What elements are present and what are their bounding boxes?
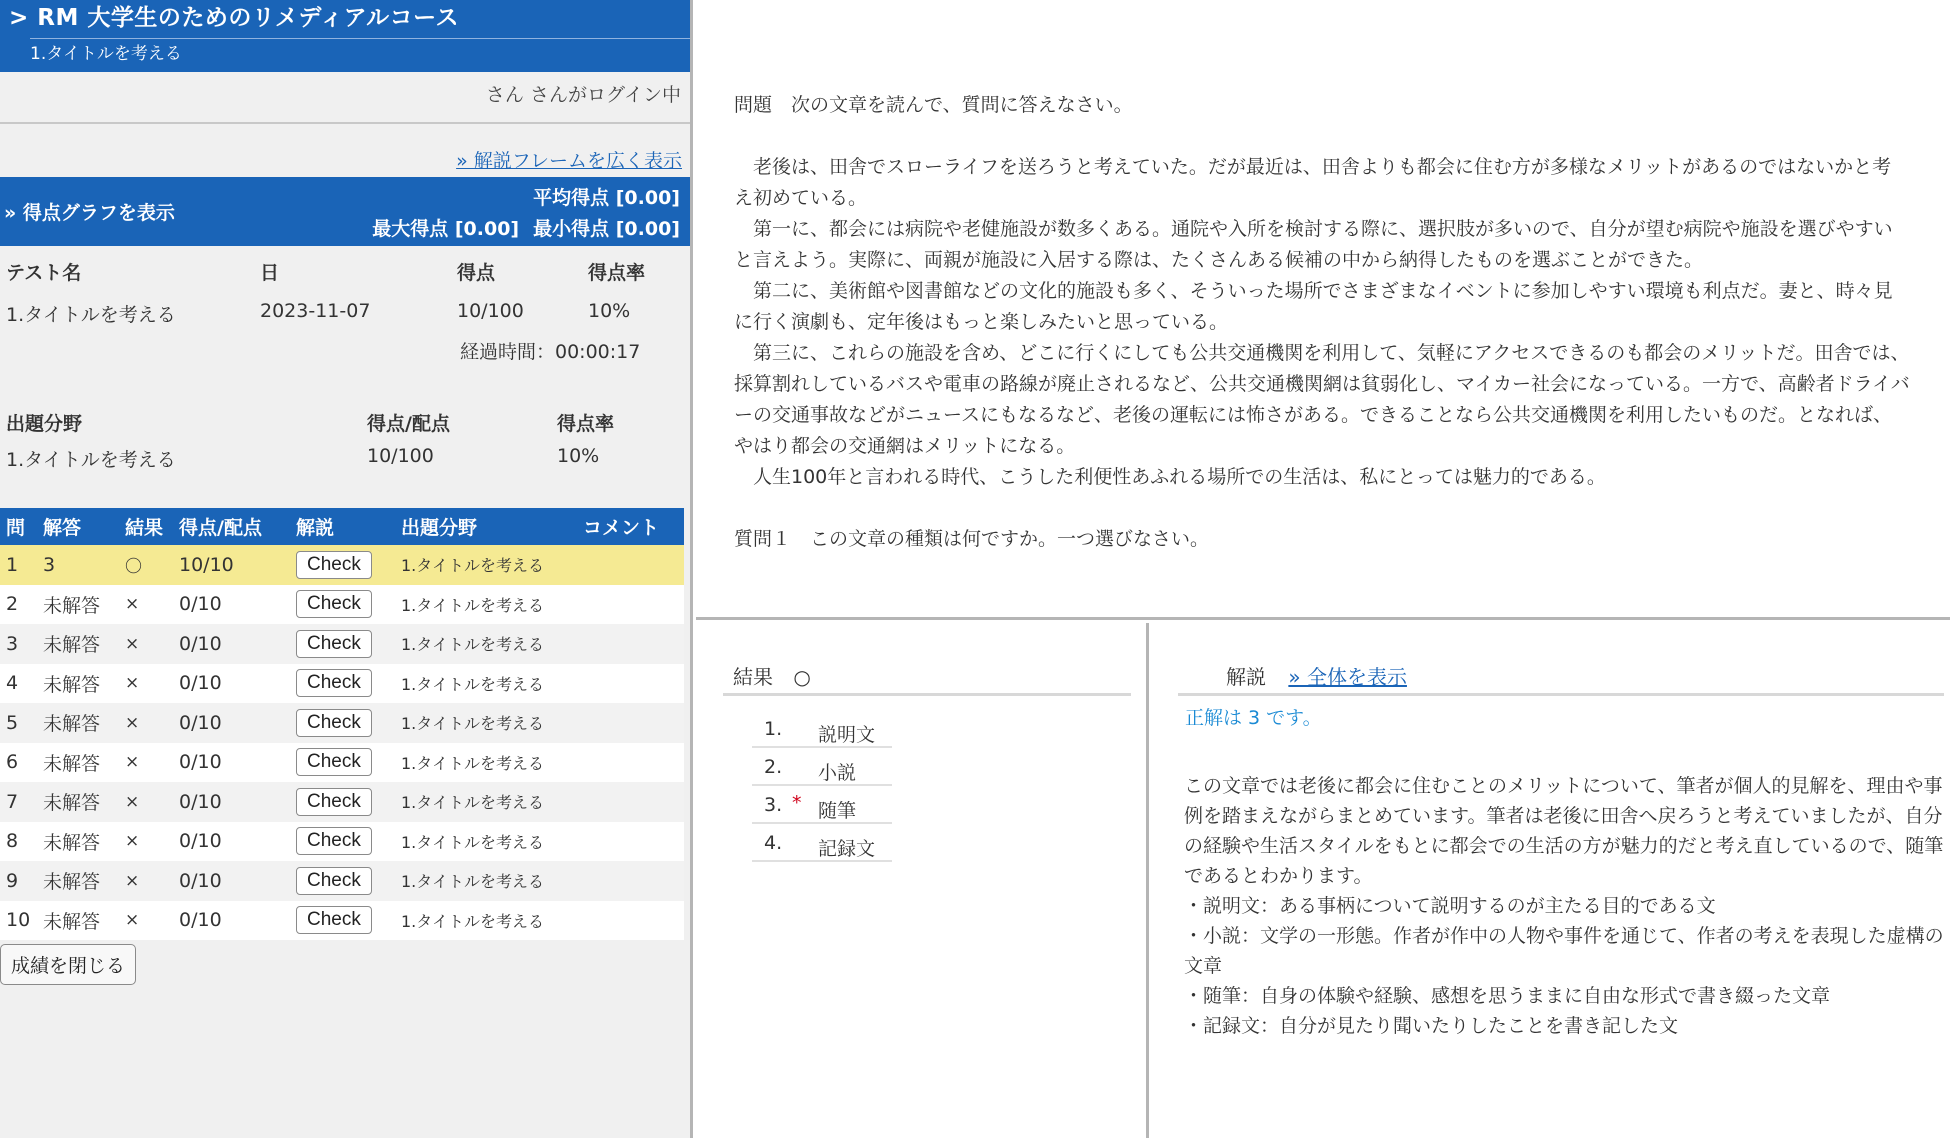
choice-number: 2. <box>764 756 783 778</box>
question-number: 3 <box>0 624 37 664</box>
result-mark: ○ <box>793 665 811 689</box>
test-name: 1.タイトルを考える <box>6 304 176 326</box>
table-row <box>0 861 684 901</box>
field-rate: 10% <box>557 445 600 467</box>
answer-value: 未解答 <box>37 901 119 941</box>
show-graph-link[interactable]: » 得点グラフを表示 <box>4 202 175 224</box>
table-row <box>0 822 684 862</box>
check-button[interactable]: Check <box>296 788 372 816</box>
col-answer: 解答 <box>37 508 119 545</box>
average-score: 平均得点 [0.00] <box>533 187 680 209</box>
check-button[interactable]: Check <box>296 551 372 579</box>
question-number: 6 <box>0 743 37 783</box>
result-header <box>723 641 1131 696</box>
check-button[interactable]: Check <box>296 906 372 934</box>
question-prompt: 問題 次の文章を読んで、質問に答えなさい。 <box>734 94 1133 116</box>
test-date: 2023-11-07 <box>260 300 371 322</box>
col-explain: 解説 <box>290 508 395 545</box>
col-question: 問 <box>0 508 37 545</box>
login-status: さん さんがログイン中 <box>0 72 690 124</box>
col-score: 得点/配点 <box>173 508 290 545</box>
test-rate: 10% <box>588 300 631 322</box>
comment-cell <box>577 861 684 901</box>
explanation-body <box>1184 771 1944 1041</box>
table-row <box>0 743 684 783</box>
comment-cell <box>577 664 684 704</box>
table-row <box>0 782 684 822</box>
result-mark: × <box>119 782 173 822</box>
correct-mark: * <box>792 792 802 814</box>
table-row <box>0 664 684 704</box>
score-value: 0/10 <box>173 703 290 743</box>
passage-paragraph: 第二に、美術館や図書館などの文化的施設も多く、そういった場所でさまざまなイベントに参加しやすい環境も利点だ。妻と、時々見に行く演劇も、定年後はもっと楽しみたいと思っている。 <box>734 280 1893 333</box>
field-summary <box>0 405 690 477</box>
result-mark: × <box>119 822 173 862</box>
choice-label: 記録文 <box>818 838 876 860</box>
correct-answer: 正解は 3 です。 <box>1185 707 1322 729</box>
choice-item <box>752 824 892 862</box>
question-number: 9 <box>0 861 37 901</box>
score-value: 0/10 <box>173 822 290 862</box>
field-value: 1.タイトルを考える <box>395 743 577 783</box>
score-value: 0/10 <box>173 782 290 822</box>
score-frame <box>0 0 693 1138</box>
score-value: 0/10 <box>173 743 290 783</box>
check-button[interactable]: Check <box>296 669 372 697</box>
header-field-rate: 得点率 <box>557 413 615 435</box>
check-button[interactable]: Check <box>296 590 372 618</box>
passage-paragraph: 第一に、都会には病院や老健施設が数多くある。通院や入所を検討する際に、選択肢が多いので、自分が望む病院や施設を選びやすいと言えよう。実際に、両親が施設に入居する際は、たくさんある候補の中から納得したものを選ぶことができた。 <box>734 218 1893 271</box>
explanation-label: 解説 <box>1226 665 1266 689</box>
explanation-item: ・記録文：自分が見たり聞いたりしたことを書き記した文 <box>1184 1015 1679 1037</box>
explanation-header <box>1178 641 1944 696</box>
table-row <box>0 901 684 941</box>
col-result: 結果 <box>119 508 173 545</box>
comment-cell <box>577 585 684 625</box>
choice-number: 1. <box>764 718 783 740</box>
field-value: 1.タイトルを考える <box>395 624 577 664</box>
table-row <box>0 703 684 743</box>
max-score: 最大得点 [0.00] <box>372 218 520 240</box>
check-button[interactable]: Check <box>296 748 372 776</box>
field-value: 1.タイトルを考える <box>395 703 577 743</box>
result-mark: × <box>119 861 173 901</box>
choice-label: 説明文 <box>818 724 876 746</box>
score-value: 0/10 <box>173 624 290 664</box>
explanation-item: ・説明文：ある事柄について説明するのが主たる目的である文 <box>1184 895 1716 917</box>
field-value: 1.タイトルを考える <box>395 861 577 901</box>
passage-paragraph: 人生100年と言われる時代、こうした利便性あふれる場所での生活は、私にとっては魅力的である。 <box>753 466 1606 488</box>
score-value: 0/10 <box>173 585 290 625</box>
result-mark: × <box>119 743 173 783</box>
field-value: 1.タイトルを考える <box>395 782 577 822</box>
score-value: 10/10 <box>173 545 290 585</box>
comment-cell <box>577 782 684 822</box>
result-frame <box>696 623 1149 1138</box>
field-value: 1.タイトルを考える <box>395 585 577 625</box>
comment-cell <box>577 901 684 941</box>
comment-cell <box>577 545 684 585</box>
comment-cell <box>577 703 684 743</box>
course-title: > RM 大学生のためのリメディアルコース <box>9 5 460 31</box>
max-min-score <box>372 214 680 241</box>
result-mark: × <box>119 901 173 941</box>
header-field-score: 得点/配点 <box>367 413 450 435</box>
check-button[interactable]: Check <box>296 827 372 855</box>
header-date: 日 <box>260 262 280 284</box>
header-test-name: テスト名 <box>6 262 82 284</box>
answer-value: 未解答 <box>37 585 119 625</box>
explanation-text: この文章では老後に都会に住むことのメリットについて、筆者が個人的見解を、理由や事例を踏まえながらまとめています。筆者は老後に田舎へ戻ろうと考えていましたが、自分の経験や生活スタイルをもとに都会での生活の方が魅力的だと考え直しているので、随筆であるとわかります。 <box>1184 775 1944 887</box>
answer-value: 未解答 <box>37 782 119 822</box>
field-name: 1.タイトルを考える <box>6 449 176 471</box>
min-score: 最小得点 [0.00] <box>533 218 680 240</box>
question-number: 1 <box>0 545 37 585</box>
check-button[interactable]: Check <box>296 709 372 737</box>
unit-title: 1.タイトルを考える <box>30 38 690 65</box>
answer-value: 3 <box>37 545 119 585</box>
test-summary <box>0 250 690 334</box>
check-button[interactable]: Check <box>296 867 372 895</box>
result-mark: × <box>119 703 173 743</box>
question-number: 4 <box>0 664 37 704</box>
choice-list <box>752 710 892 862</box>
result-mark: × <box>119 585 173 625</box>
explanation-frame <box>1152 623 1950 1138</box>
result-label: 結果 <box>733 665 773 689</box>
field-score: 10/100 <box>367 445 434 467</box>
result-mark: 〇 <box>119 545 173 585</box>
choice-label: 随筆 <box>818 800 857 822</box>
wide-frame-link[interactable]: » 解説フレームを広く表示 <box>456 150 682 172</box>
field-value: 1.タイトルを考える <box>395 664 577 704</box>
table-row <box>0 624 684 664</box>
score-value: 0/10 <box>173 901 290 941</box>
question-number: 5 <box>0 703 37 743</box>
score-value: 0/10 <box>173 664 290 704</box>
answer-value: 未解答 <box>37 822 119 862</box>
answer-value: 未解答 <box>37 624 119 664</box>
choice-item <box>752 710 892 748</box>
explanation-item: ・随筆：自身の体験や経験、感想を思うままに自由な形式で書き綴った文章 <box>1184 985 1831 1007</box>
title-bar <box>0 0 690 72</box>
field-value: 1.タイトルを考える <box>395 545 577 585</box>
answer-value: 未解答 <box>37 861 119 901</box>
question-number: 8 <box>0 822 37 862</box>
choice-number: 4. <box>764 832 783 854</box>
check-button[interactable]: Check <box>296 630 372 658</box>
header-field: 出題分野 <box>6 413 83 435</box>
score-graph-bar <box>0 177 690 246</box>
show-all-link[interactable]: » 全体を表示 <box>1288 665 1407 689</box>
answer-value: 未解答 <box>37 743 119 783</box>
question-number: 7 <box>0 782 37 822</box>
question-number: 10 <box>0 901 37 941</box>
choice-label: 小説 <box>818 762 857 784</box>
answer-table <box>0 508 684 940</box>
result-mark: × <box>119 624 173 664</box>
answer-value: 未解答 <box>37 664 119 704</box>
table-row <box>0 585 684 625</box>
close-results-button[interactable]: 成績を閉じる <box>0 944 136 985</box>
col-field: 出題分野 <box>395 508 577 545</box>
passage-paragraph: 第三に、これらの施設を含め、どこに行くにしても公共交通機関を利用して、気軽にアクセスできるのも都会のメリットだ。田舎では、採算割れしているバスや電車の路線が廃止されるなど、公共交通機関網は貧弱化し、マイカー社会になっている。一方で、高齢者ドライバーの交通事故などがニュースにもなるなど、老後の運転には怖さがある。できることなら公共交通機関を利用したいものだ。となれば、やはり都会の交通網はメリットになる。 <box>734 342 1910 457</box>
choice-item <box>752 748 892 786</box>
comment-cell <box>577 743 684 783</box>
explanation-item: ・小説：文学の一形態。作者が作中の人物や事件を通じて、作者の考えを表現した虚構の文章 <box>1184 925 1944 977</box>
test-score: 10/100 <box>457 300 524 322</box>
question-frame <box>696 0 1950 620</box>
score-value: 0/10 <box>173 861 290 901</box>
question-number: 2 <box>0 585 37 625</box>
field-value: 1.タイトルを考える <box>395 901 577 941</box>
table-row <box>0 545 684 585</box>
col-comment: コメント <box>577 508 684 545</box>
answer-value: 未解答 <box>37 703 119 743</box>
choice-number: 3. <box>764 794 783 816</box>
header-score: 得点 <box>457 262 496 284</box>
question-1: 質問１ この文章の種類は何ですか。一つ選びなさい。 <box>734 528 1210 550</box>
comment-cell <box>577 822 684 862</box>
result-mark: × <box>119 664 173 704</box>
field-value: 1.タイトルを考える <box>395 822 577 862</box>
header-rate: 得点率 <box>588 262 646 284</box>
choice-item <box>752 786 892 824</box>
comment-cell <box>577 624 684 664</box>
passage-paragraph: 老後は、田舎でスローライフを送ろうと考えていた。だが最近は、田舎よりも都会に住む方が多様なメリットがあるのではないかと考え初めている。 <box>734 156 1892 209</box>
elapsed-time: 経過時間：00:00:17 <box>460 341 641 363</box>
